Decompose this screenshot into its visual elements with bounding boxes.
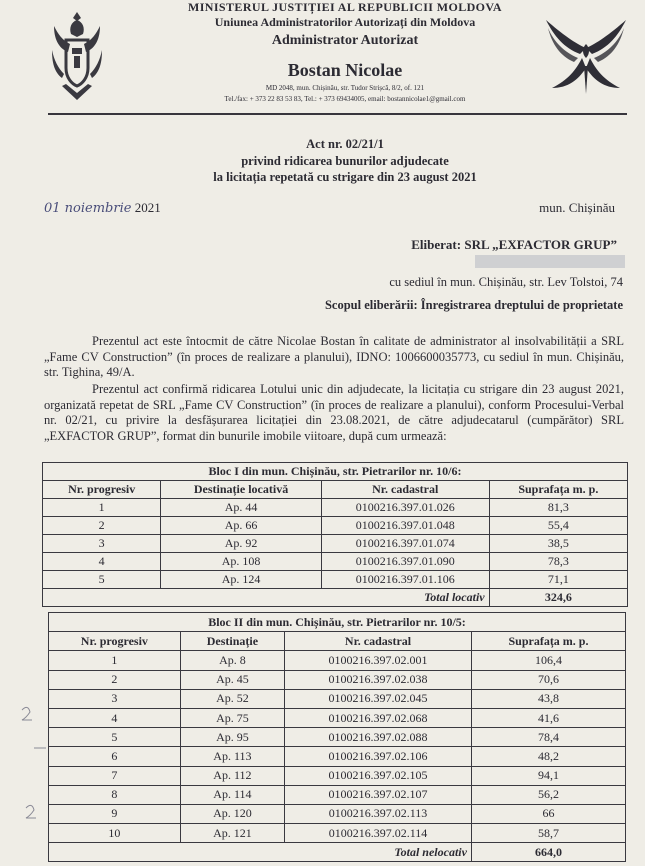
column-header: Destinație locativă	[161, 481, 322, 499]
ministry-name: MINISTERUL JUSTIȚIEI AL REPUBLICII MOLDOVA	[188, 0, 502, 14]
total-value: 664,0	[471, 843, 625, 862]
column-header: Nr. cadastral	[285, 632, 472, 651]
bloc-1-table	[42, 462, 628, 607]
table-row: 2 Ap. 45 0100216.397.02.038 70,6	[49, 670, 626, 689]
column-header: Nr. cadastral	[321, 481, 489, 499]
table-row: 8 Ap. 114 0100216.397.02.107 56,2	[49, 785, 626, 804]
administrator-name: Bostan Nicolae	[287, 60, 403, 80]
act-number: Act nr. 02/21/1	[306, 137, 384, 151]
header-rule	[48, 113, 627, 115]
redaction-mark	[475, 255, 625, 268]
column-header: Nr. progresiv	[49, 632, 181, 651]
act-subject: privind ridicarea bunurilor adjudecate	[241, 154, 449, 168]
table-caption: Bloc II din mun. Chișinău, str. Pietrarilor nr. 10/5:	[49, 613, 626, 632]
table-row: 6 Ap. 113 0100216.397.02.106 48,2	[49, 747, 626, 766]
total-value: 324,6	[489, 589, 627, 607]
total-row	[43, 589, 628, 607]
table-row: 1 Ap. 44 0100216.397.01.026 81,3	[43, 499, 628, 517]
issued-to-address: cu sediul în mun. Chișinău, str. Lev Tolstoi, 74	[389, 275, 623, 289]
issue-purpose: Scopul eliberării: Înregistrarea dreptului de proprietate	[324, 298, 623, 312]
contacts-line: Tel./fax: + 373 22 83 53 83, Tel.: + 373 69434005, email: bostannicolae1@gmail.com	[224, 95, 466, 103]
union-name: Uniunea Administratorilor Autorizați din Moldova	[214, 15, 476, 29]
table-row: 9 Ap. 120 0100216.397.02.113 66	[49, 804, 626, 823]
address-line: MD 2048, mun. Chișinău, str. Tudor Strișcă, 8/2, of. 121	[265, 84, 425, 92]
table-caption: Bloc I din mun. Chișinău, str. Pietrarilor nr. 10/6:	[43, 463, 628, 481]
issued-to: Eliberat: SRL „EXFACTOR GRUP”	[411, 237, 617, 252]
paragraph-intro: Prezentul act este întocmit de către Nicolae Bostan în calitate de administrator al insolvabilității a SRL „Fame CV Construction” (în proces de realizare a planului), IDNO: 1006600035773, cu sediul în mun. Chișinău, str. Tighina, 49/A.	[44, 334, 624, 380]
column-header: Nr. progresiv	[43, 481, 161, 499]
total-row	[49, 843, 626, 862]
document-city: mun. Chișinău	[539, 200, 615, 215]
phoenix-logo-icon	[540, 18, 632, 98]
paragraph-confirmation: Prezentul act confirmă ridicarea Lotului unic din adjudecate, la licitația cu strigare din 23 august 2021, organizată repetat de SRL „Fame CV Construction” (în proces de realizare a planului), conform Procesului-Verbal nr. 02/21, cu privire la desfășurarea licitației din 23.08.2021, de către adjudecatarul (cumpărător) SRL „EXFACTOR GRUP”, format din bunurile imobile viitoare, după cum urmează:	[44, 382, 624, 443]
table-row: 5 Ap. 95 0100216.397.02.088 78,4	[49, 728, 626, 747]
moldova-coat-of-arms-icon	[48, 10, 106, 106]
table-row: 3 Ap. 92 0100216.397.01.074 38,5	[43, 535, 628, 553]
act-auction: la licitația repetată cu strigare din 23 august 2021	[213, 170, 477, 184]
table-row: 4 Ap. 108 0100216.397.01.090 78,3	[43, 553, 628, 571]
total-label: Total locativ	[43, 589, 490, 607]
total-label: Total nelocativ	[49, 843, 472, 862]
column-header: Destinație	[180, 632, 284, 651]
date-year: 2021	[134, 200, 161, 215]
handwritten-date: 01 noiembrie	[44, 201, 132, 216]
table-row: 1 Ap. 8 0100216.397.02.001 106,4	[49, 651, 626, 670]
column-header: Suprafața m. p.	[489, 481, 627, 499]
table-row: 2 Ap. 66 0100216.397.01.048 55,4	[43, 517, 628, 535]
column-header: Suprafața m. p.	[471, 632, 625, 651]
table-row: 4 Ap. 75 0100216.397.02.068 41,6	[49, 708, 626, 727]
document-date	[44, 200, 161, 216]
table-row: 10 Ap. 121 0100216.397.02.114 58,7	[49, 824, 626, 843]
table-row: 5 Ap. 124 0100216.397.01.106 71,1	[43, 571, 628, 589]
table-row: 7 Ap. 112 0100216.397.02.105 94,1	[49, 766, 626, 785]
administrator-title: Administrator Autorizat	[271, 33, 419, 48]
bloc-2-table	[48, 612, 626, 862]
table-row: 3 Ap. 52 0100216.397.02.045 43,8	[49, 689, 626, 708]
pencil-margin-marks	[4, 690, 48, 840]
